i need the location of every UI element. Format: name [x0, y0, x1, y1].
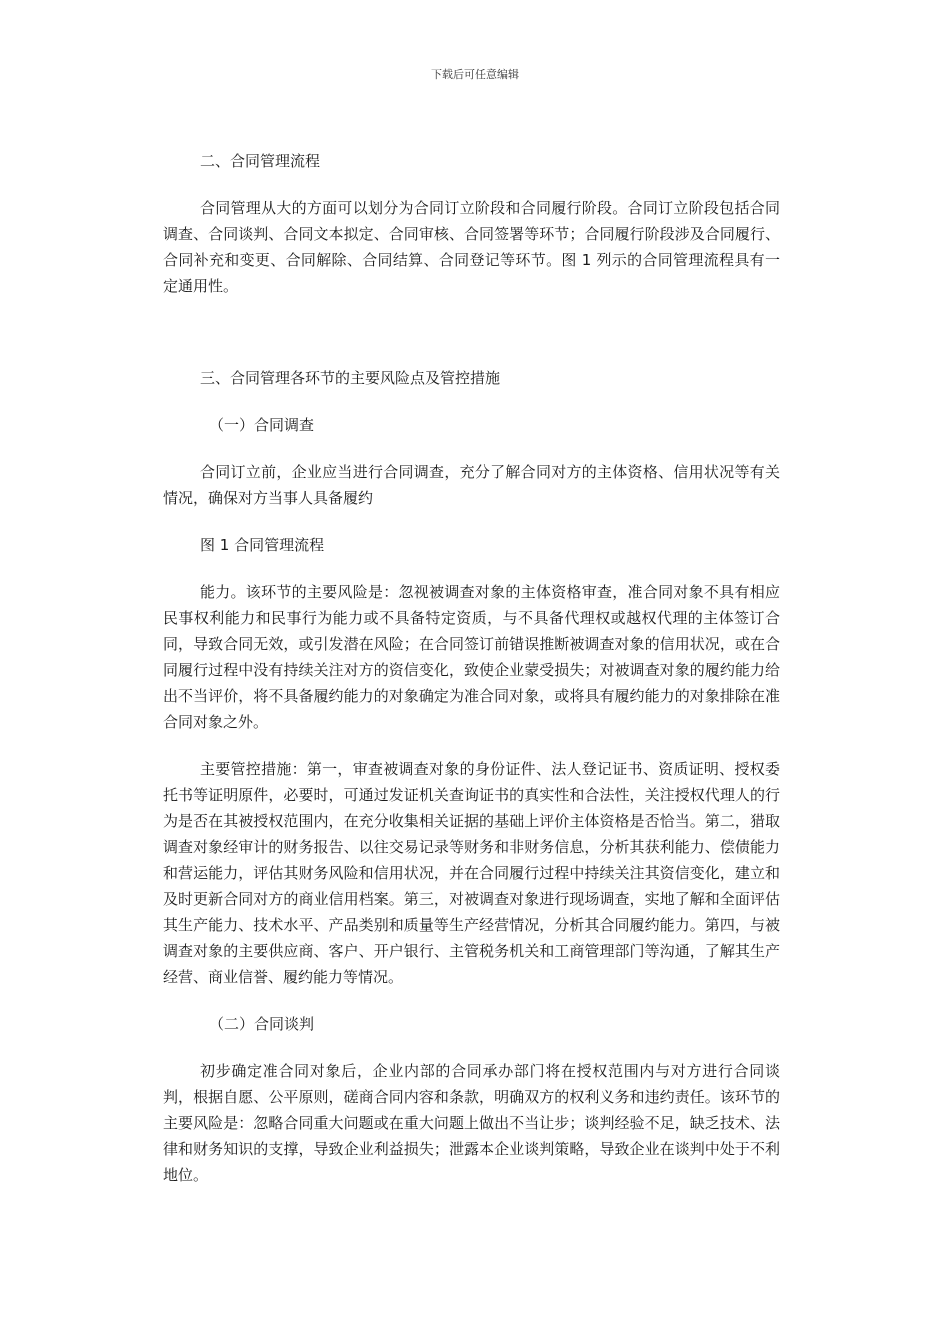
- paragraph: 能力。该环节的主要风险是：忽视被调查对象的主体资格审查，准合同对象不具有相应民事权利能力和民事行为能力或不具备特定资质，与不具备代理权或越权代理的主体签订合同，导致合同无效，或引发潜在风险；在合同签订前错误推断被调查对象的信用状况，或在合同履行过程中没有持续关注对方的资信变化，致使企业蒙受损失；对被调查对象的履约能力给出不当评价，将不具备履约能力的对象确定为准合同对象，或将具有履约能力的对象排除在准合同对象之外。: [163, 583, 780, 731]
- header-note: 下载后可任意编辑: [431, 68, 519, 81]
- section-heading-2: 二、合同管理流程: [200, 152, 321, 170]
- figure-caption: 图 1 合同管理流程: [200, 536, 325, 554]
- section-heading-3: 三、合同管理各环节的主要风险点及管控措施: [200, 369, 501, 387]
- paragraph: 初步确定准合同对象后，企业内部的合同承办部门将在授权范围内与对方进行合同谈判，根据自愿、公平原则，磋商合同内容和条款，明确双方的权利义务和违约责任。该环节的主要风险是：忽略合同重大问题或在重大问题上做出不当让步；谈判经验不足，缺乏技术、法律和财务知识的支撑，导致企业利益损失；泄露本企业谈判策略，导致企业在谈判中处于不利地位。: [163, 1062, 780, 1184]
- subsection-heading-3-2: （二）合同谈判: [209, 1015, 315, 1033]
- paragraph: 合同订立前，企业应当进行合同调查，充分了解合同对方的主体资格、信用状况等有关情况，确保对方当事人具备履约: [163, 463, 780, 507]
- subsection-heading-3-1: （一）合同调查: [209, 416, 315, 434]
- document-body: [163, 148, 780, 1188]
- paragraph: 合同管理从大的方面可以划分为合同订立阶段和合同履行阶段。合同订立阶段包括合同调查、合同谈判、合同文本拟定、合同审核、合同签署等环节；合同履行阶段涉及合同履行、合同补充和变更、合同解除、合同结算、合同登记等环节。图 1 列示的合同管理流程具有一定通用性。: [163, 199, 780, 295]
- paragraph: 主要管控措施：第一，审查被调查对象的身份证件、法人登记证书、资质证明、授权委托书等证明原件，必要时，可通过发证机关查询证书的真实性和合法性，关注授权代理人的行为是否在其被授权范围内，在充分收集相关证据的基础上评价主体资格是否恰当。第二，猎取调查对象经审计的财务报告、以往交易记录等财务和非财务信息，分析其获利能力、偿债能力和营运能力，评估其财务风险和信用状况，并在合同履行过程中持续关注其资信变化，建立和及时更新合同对方的商业信用档案。第三，对被调查对象进行现场调查，实地了解和全面评估其生产能力、技术水平、产品类别和质量等生产经营情况，分析其合同履约能力。第四，与被调查对象的主要供应商、客户、开户银行、主管税务机关和工商管理部门等沟通，了解其生产经营、商业信誉、履约能力等情况。: [163, 760, 780, 986]
